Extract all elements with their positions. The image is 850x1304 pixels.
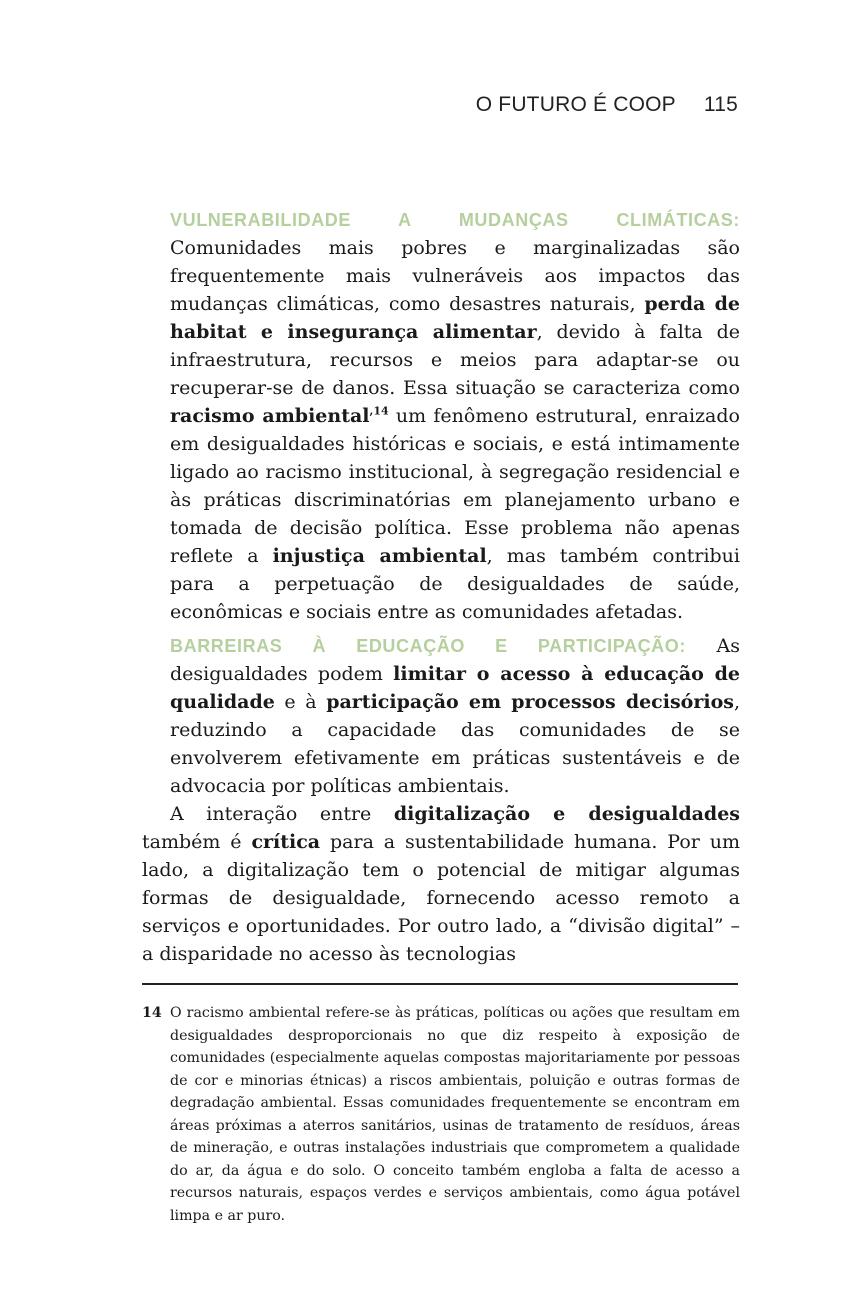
item-label: BARREIRAS À EDUCAÇÃO E PARTICIPAÇÃO: xyxy=(170,636,686,656)
emphasis-text: racismo ambiental xyxy=(170,405,370,427)
item-text: Comunidades mais pobres e marginalizadas são frequentemente mais vulneráveis aos impactos das mudanças climáticas, como desastres naturais, xyxy=(170,237,740,315)
item-text: As desigualdades podem xyxy=(170,635,740,685)
list-item-barreiras xyxy=(170,632,740,800)
paragraph-text: A interação entre xyxy=(170,803,394,825)
item-text: , mas também contribui para a perpetuação de desigualdades de saúde, econômicas e sociais entre as comunidades afetadas. xyxy=(170,545,740,623)
footnote-text: O racismo ambiental refere-se às práticas, políticas ou ações que resultam em desigualdades desproporcionais no que diz respeito à exposição de comunidades (especialmente aquelas compostas majoritariamente por pessoas de cor e minorias étnicas) a riscos ambientais, poluição e outras formas de degradação ambiental. Essas comunidades frequentemente se encontram em áreas próximas a aterros sanitários, usinas de tratamento de resíduos, áreas de mineração, e outras instalações industriais que comprometem a qualidade do ar, da água e do solo. O conceito também engloba a falta de acesso a recursos naturais, espaços verdes e serviços ambientais, como água potável limpa e ar puro. xyxy=(170,1005,740,1224)
list-item-vulnerabilidade xyxy=(170,206,740,626)
emphasis-text: perda de habitat e insegurança alimentar xyxy=(170,293,740,343)
footnote-number: 14 xyxy=(142,1005,162,1021)
item-label: VULNERABILIDADE A MUDANÇAS CLIMÁTICAS: xyxy=(170,210,740,230)
footnote-reference[interactable]: ,14 xyxy=(369,404,389,418)
running-header xyxy=(476,93,738,117)
item-text: , reduzindo a capacidade das comunidades de se envolverem efetivamente em práticas sustentáveis e de advocacia por políticas ambientais. xyxy=(170,691,740,797)
emphasis-text: crítica xyxy=(251,831,321,853)
emphasis-text: participação em processos decisórios xyxy=(326,691,734,713)
emphasis-text: injustiça ambiental xyxy=(272,545,487,567)
emphasis-text: limitar o acesso à educação de qualidade xyxy=(170,663,740,713)
item-text: , devido à falta de infraestrutura, recursos e meios para adaptar-se ou recuperar-se de danos. Essa situação se caracteriza como xyxy=(170,321,740,399)
item-text: um fenômeno estrutural, enraizado em desigualdades históricas e sociais, e está intimamente ligado ao racismo institucional, à segregação residencial e às práticas discriminatórias em planejamento urbano e tomada de decisão política. Esse problema não apenas reflete a xyxy=(170,405,740,567)
paragraph-text: para a sustentabilidade humana. Por um lado, a digitalização tem o potencial de mitigar algumas formas de desigualdade, fornecendo acesso remoto a serviços e oportunidades. Por outro lado, a “divisão digital” – a disparidade no acesso às tecnologias xyxy=(142,831,740,965)
emphasis-text: digitalização e desigualdades xyxy=(393,803,740,825)
item-text: e à xyxy=(274,691,327,713)
running-title: O FUTURO É COOP xyxy=(475,93,676,116)
paragraph-text: também é xyxy=(142,831,252,853)
body-paragraph xyxy=(142,800,740,968)
footnote xyxy=(142,1002,740,1227)
page-number: 115 xyxy=(703,93,738,116)
footnote-divider xyxy=(142,983,738,985)
